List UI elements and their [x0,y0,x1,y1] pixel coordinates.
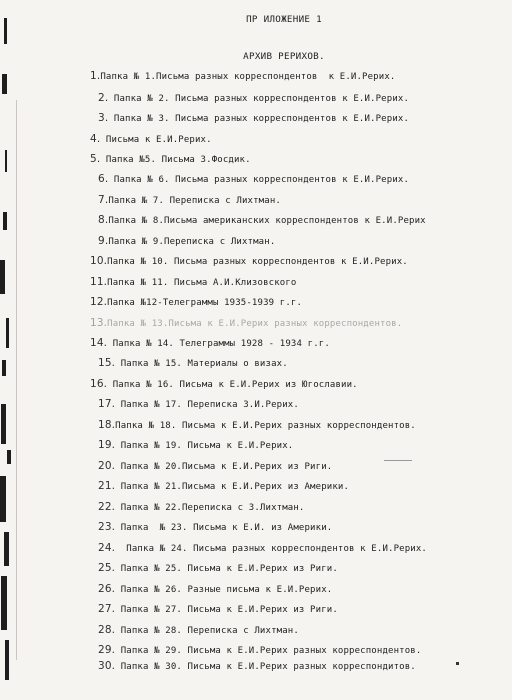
list-item: 13.Папка № 13.Письма к Е.И.Рерих разных корреспондентов. [90,317,403,329]
binding-margin-marks [0,0,30,700]
list-item: 29. Папка № 29. Письма к Е.И.Рерих разных корреспондентов. [98,644,422,656]
list-item: 8.Папка № 8.Письма американских корреспондентов к Е.И.Рерих [98,214,426,226]
margin-mark [5,150,7,172]
list-item: 6. Папка № 6. Письма разных корреспондентов к Е.И.Рерих. [98,173,410,185]
margin-line [16,100,17,660]
list-item: 5. Папка №5. Письма З.Фосдик. [90,153,251,165]
stray-mark [456,662,459,665]
list-item: 24. Папка № 24. Письма разных корреспондентов к Е.И.Рерих. [98,542,427,554]
margin-mark [5,640,9,680]
margin-mark [3,212,7,230]
list-item: 23. Папка № 23. Письма к Е.И. из Америки. [98,521,333,533]
list-item: 28. Папка № 28. Переписка с Лихтман. [98,624,299,636]
list-item: 25. Папка № 25. Письма к Е.И.Рерих из Риги. [98,562,338,574]
margin-mark [6,318,9,348]
list-item: 9.Папка № 9.Переписка с Лихтман. [98,235,276,247]
margin-mark [2,360,6,376]
list-item: 22. Папка № 22.Переписка с З.Лихтман. [98,501,305,513]
margin-mark [1,404,6,444]
list-item: 3. Папка № 3. Письма разных корреспондентов к Е.И.Рерих. [98,112,410,124]
margin-mark [7,450,11,464]
list-item: 2. Папка № 2. Письма разных корреспондентов к Е.И.Рерих. [98,92,410,104]
list-item: 12.Папка №12-Телеграммы 1935-1939 г.г. [90,296,303,308]
list-item: 1.Папка № 1.Письма разных корреспондентов к Е.И.Рерих. [90,70,396,82]
list-item: 4. Письма к Е.И.Рерих. [90,133,212,145]
list-item: 15. Папка № 15. Материалы о визах. [98,357,288,369]
list-item: 20. Папка № 20.Письма к Е.И.Рерих из Риги. [98,460,333,472]
list-item: 17. Папка № 17. Переписка З.И.Рерих. [98,398,299,410]
margin-mark [0,476,6,522]
list-item: 19. Папка № 19. Письма к Е.И.Рерих. [98,439,294,451]
list-item: 16. Папка № 16. Письма к Е.И.Рерих из Югославии. [90,378,358,390]
margin-mark [2,74,7,94]
archive-title: АРХИВ РЕРИХОВ. [243,51,325,62]
appendix-title: ПР ИЛОЖЕНИЕ 1 [246,14,322,25]
list-item: 14. Папка № 14. Телеграммы 1928 - 1934 г.г. [90,337,330,349]
list-item: 10.Папка № 10. Письма разных корреспондентов к Е.И.Рерих. [90,255,408,267]
list-item: 11.Папка № 11. Письма А.И.Клизовского [90,276,297,288]
list-item: 7.Папка № 7. Переписка с Лихтман. [98,194,281,206]
margin-mark [1,576,7,630]
margin-mark [4,18,7,44]
margin-mark [4,532,9,566]
list-item: 26. Папка № 26. Разные письма к Е.И.Рерих. [98,583,333,595]
margin-mark [0,260,5,294]
list-item: 21. Папка № 21.Письма к Е.И.Рерих из Америки. [98,480,350,492]
stray-mark [384,460,412,461]
list-item: 18.Папка № 18. Письма к Е.И.Рерих разных корреспондентов. [98,419,416,431]
list-item: 27. Папка № 27. Письма к Е.И.Рерих из Риги. [98,603,338,615]
list-item: 30. Папка № 30. Письма к Е.И.Рерих разных корреспондитов. [98,660,416,672]
